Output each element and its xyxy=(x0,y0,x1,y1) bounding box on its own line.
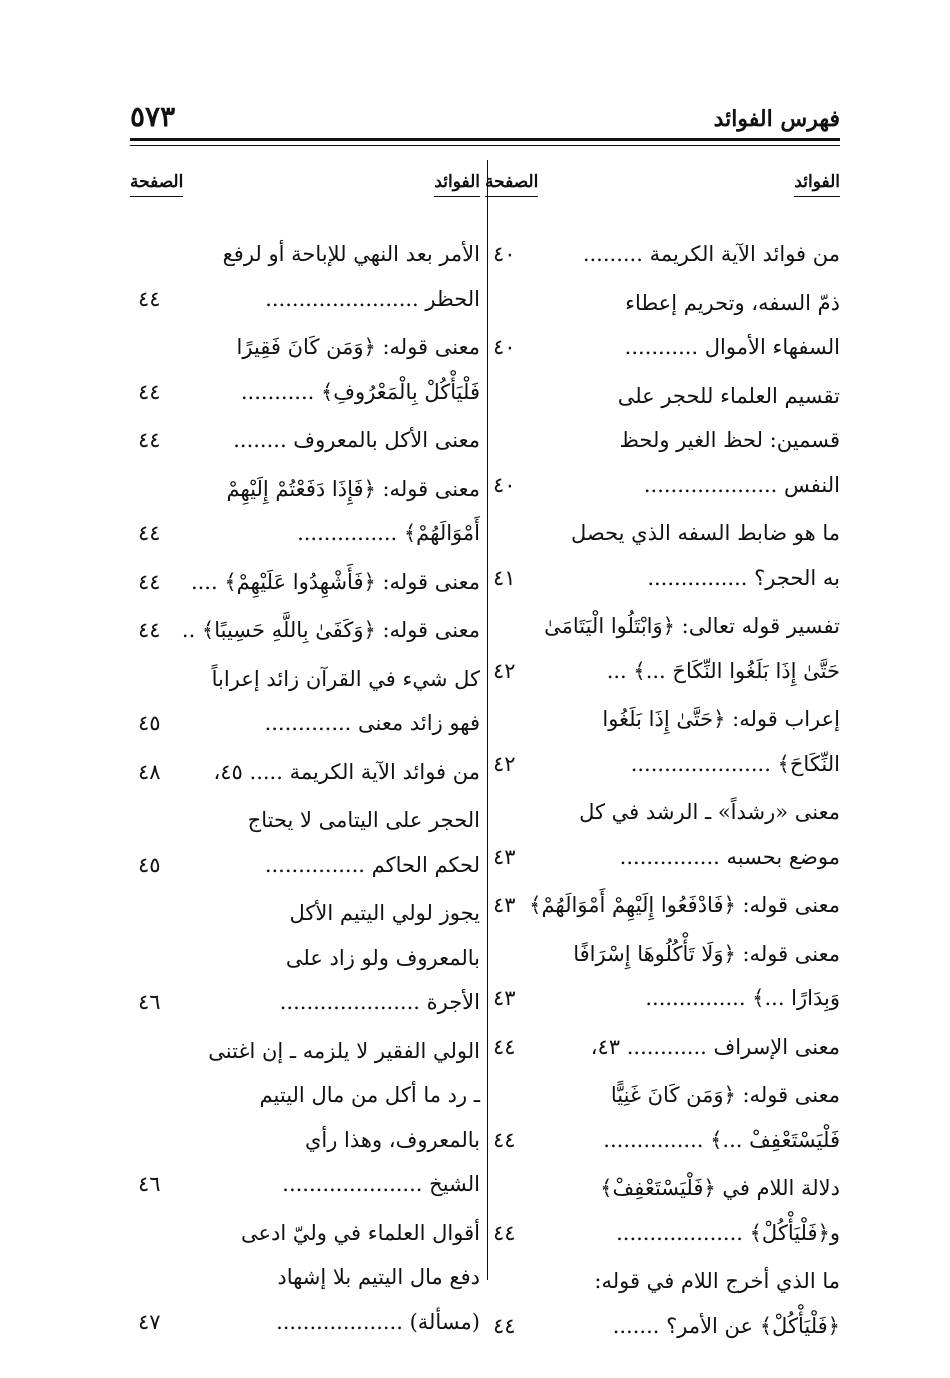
entry-line xyxy=(130,560,480,605)
entry-text: معنى الأكل بالمعروف ........ xyxy=(233,428,480,452)
entry-page-number: ٤٥ xyxy=(138,711,161,735)
index-entry xyxy=(485,932,840,1021)
index-entry xyxy=(485,1025,840,1070)
entry-page-number: ٤٤ xyxy=(138,428,161,452)
entry-text: وَبِدَارًا ...﴾ ............... xyxy=(645,986,840,1010)
column-header xyxy=(130,160,480,210)
index-entry xyxy=(130,418,480,463)
entry-text: معنى قوله: ﴿وَمَن كَانَ فَقِيرًا xyxy=(236,335,480,359)
entry-line xyxy=(130,750,480,795)
column-header-fawaid: الفوائد xyxy=(794,172,840,197)
running-title: فهرس الفوائد xyxy=(713,106,840,132)
index-entry xyxy=(130,467,480,556)
index-column-left xyxy=(130,160,480,1348)
entry-line xyxy=(485,1211,840,1256)
entry-page-number: ٤٦ xyxy=(138,990,161,1014)
entry-text: (مسألة) ................... xyxy=(276,1309,480,1334)
index-entry xyxy=(130,798,480,887)
index-entry xyxy=(130,1211,480,1345)
entry-line xyxy=(485,932,840,977)
index-entry xyxy=(130,750,480,795)
entry-line xyxy=(485,1073,840,1118)
entry-line xyxy=(485,1259,840,1304)
entry-text: معنى قوله: ﴿وَمَن كَانَ غَنِيًّا xyxy=(610,1083,840,1107)
entry-line xyxy=(485,976,840,1021)
index-entry xyxy=(130,325,480,414)
entry-text: بالمعروف، وهذا رأي xyxy=(304,1127,480,1152)
index-entry xyxy=(485,232,840,277)
entry-line xyxy=(485,835,840,880)
entry-text: أقوال العلماء في وليّ ادعى xyxy=(240,1220,480,1245)
entry-line xyxy=(485,742,840,787)
entry-text: فَلْيَأْكُلْ بِالْمَعْرُوفِ﴾ ........... xyxy=(240,379,480,404)
entry-text: تقسيم العلماء للحجر على xyxy=(617,383,840,408)
index-entry xyxy=(485,1166,840,1255)
entry-text: الأمر بعد النهي للإباحة أو لرفع xyxy=(222,242,480,266)
entry-line xyxy=(485,1304,840,1349)
entry-page-number: ٤٣ xyxy=(493,844,516,869)
entry-line xyxy=(130,1211,480,1256)
entry-line xyxy=(485,790,840,835)
entry-page-number: ٤٤ xyxy=(493,1220,516,1245)
entry-line xyxy=(485,604,840,649)
entry-text: فَلْيَسْتَعْفِفْ ...﴾ ............... xyxy=(603,1127,840,1152)
entry-text: أَمْوَالَهُمْ﴾ ............... xyxy=(297,521,480,545)
entry-text: النِّكَاحَ﴾ ..................... xyxy=(630,751,840,776)
entry-text: قسمين: لحظ الغير ولحظ xyxy=(619,428,840,452)
entry-text: يجوز لولي اليتيم الأكل xyxy=(289,901,480,925)
entry-line xyxy=(485,281,840,326)
entry-text: معنى «رشداً» ـ الرشد في كل xyxy=(579,800,840,824)
entry-line xyxy=(130,467,480,512)
entry-line xyxy=(130,1300,480,1345)
entry-line xyxy=(485,649,840,694)
entry-line xyxy=(485,1118,840,1163)
entry-line xyxy=(130,418,480,463)
entry-text: دلالة اللام في ﴿فَلْيَسْتَعْفِفْ﴾ xyxy=(600,1176,840,1200)
entries-right xyxy=(485,232,840,1348)
entry-page-number: ٤٢ xyxy=(493,751,516,776)
index-entry xyxy=(130,657,480,746)
column-header xyxy=(485,160,840,210)
entry-text: الولي الفقير لا يلزمه ـ إن اغتنى xyxy=(208,1038,480,1063)
entry-text: الحجر على اليتامى لا يحتاج xyxy=(247,808,480,832)
entry-text: ذمّ السفه، وتحريم إعطاء xyxy=(625,290,840,315)
entry-line xyxy=(130,657,480,702)
entry-text: ﴿فَلْيَأْكُلْ﴾ عن الأمر؟ ....... xyxy=(612,1313,840,1338)
entry-line xyxy=(130,325,480,370)
entry-page-number: ٤٠ xyxy=(493,242,516,266)
index-column-right xyxy=(485,160,840,1352)
entry-line xyxy=(485,1166,840,1211)
index-entry xyxy=(130,1029,480,1207)
index-entry xyxy=(130,891,480,1025)
entry-line xyxy=(485,374,840,419)
entry-page-number: ٤٨ xyxy=(138,759,161,784)
column-header-page: الصفحة xyxy=(130,172,183,197)
entry-text: ما هو ضابط السفه الذي يحصل xyxy=(570,521,840,545)
entry-page-number: ٤٤ xyxy=(138,379,161,404)
entry-text: معنى قوله: ﴿وَلَا تَأْكُلُوهَا إِسْرَافًا xyxy=(573,941,840,966)
entry-text: ـ رد ما أكل من مال اليتيم xyxy=(259,1083,480,1107)
entry-page-number: ٤٤ xyxy=(138,521,161,545)
entry-text: به الحجر؟ ............... xyxy=(647,565,840,590)
entry-text: لحكم الحاكم ............... xyxy=(264,852,480,877)
index-entry xyxy=(485,374,840,508)
entry-text: من فوائد الآية الكريمة ......... xyxy=(582,242,840,266)
entry-line xyxy=(130,1118,480,1163)
entry-line xyxy=(485,418,840,463)
entry-page-number: ٤٤ xyxy=(138,286,161,311)
entry-page-number: ٤٥ xyxy=(138,852,161,877)
entry-line xyxy=(130,891,480,936)
entry-text: الشيخ ..................... xyxy=(282,1172,480,1196)
entry-text: معنى الإسراف ............ ٤٣، xyxy=(590,1034,840,1059)
entry-text: الأجرة ..................... xyxy=(279,990,480,1014)
entry-page-number: ٤١ xyxy=(493,565,516,590)
page-number: ٥٧٣ xyxy=(130,100,176,133)
entry-page-number: ٤٤ xyxy=(138,569,161,594)
entry-page-number: ٤٣ xyxy=(493,986,516,1010)
entry-line xyxy=(130,701,480,746)
entry-line xyxy=(130,1073,480,1118)
entry-text: و﴿فَلْيَأْكُلْ﴾ ................... xyxy=(616,1220,840,1245)
index-entry xyxy=(485,1259,840,1348)
entries-left xyxy=(130,232,480,1344)
entry-text: موضع بحسبه ............... xyxy=(619,844,840,869)
running-header xyxy=(130,100,840,140)
entry-line xyxy=(485,511,840,556)
entry-line xyxy=(130,1162,480,1207)
entry-text: بالمعروف ولو زاد على xyxy=(285,945,480,970)
entry-text: معنى قوله: ﴿فَأَشْهِدُوا عَلَيْهِمْ﴾ .... xyxy=(190,569,480,594)
entry-line xyxy=(130,511,480,556)
entry-line xyxy=(485,556,840,601)
index-entry xyxy=(485,511,840,600)
index-entry xyxy=(485,281,840,370)
entry-page-number: ٤٤ xyxy=(493,1034,516,1059)
entry-text: كل شيء في القرآن زائد إعراباً xyxy=(211,666,480,691)
entry-text: معنى قوله: ﴿وَكَفَىٰ بِاللَّهِ حَسِيبًا﴾ .. xyxy=(181,618,480,642)
entry-line xyxy=(130,232,480,277)
entry-page-number: ٤٢ xyxy=(493,658,516,683)
index-entry xyxy=(130,560,480,605)
entry-line xyxy=(130,1029,480,1074)
entry-text: إعراب قوله: ﴿حَتَّىٰ إِذَا بَلَغُوا xyxy=(602,707,840,731)
header-rule xyxy=(130,138,840,146)
entry-text: معنى قوله: ﴿فَادْفَعُوا إِلَيْهِمْ أَمْوَالَهُمْ﴾ xyxy=(529,893,840,917)
index-entry xyxy=(130,608,480,653)
index-entry xyxy=(485,883,840,928)
entry-text: حَتَّىٰ إِذَا بَلَغُوا النِّكَاحَ ...﴾ ... xyxy=(606,658,840,683)
entry-line xyxy=(485,883,840,928)
entry-page-number: ٤٦ xyxy=(138,1172,161,1196)
entry-text: معنى قوله: ﴿فَإِذَا دَفَعْتُمْ إِلَيْهِمْ xyxy=(226,476,480,501)
entry-page-number: ٤٠ xyxy=(493,472,516,497)
entry-line xyxy=(485,463,840,508)
entry-line xyxy=(130,1255,480,1300)
entry-page-number: ٤٣ xyxy=(493,893,516,917)
entry-line xyxy=(130,980,480,1025)
entry-page-number: ٤٤ xyxy=(138,618,161,642)
index-entry xyxy=(485,697,840,786)
entry-text: تفسير قوله تعالى: ﴿وَابْتَلُوا الْيَتَامَىٰ xyxy=(544,614,840,638)
entry-page-number: ٤٤ xyxy=(493,1313,516,1338)
index-entry xyxy=(485,790,840,879)
index-entry xyxy=(485,1073,840,1162)
entry-page-number: ٤٤ xyxy=(493,1127,516,1152)
column-header-fawaid: الفوائد xyxy=(434,172,480,197)
entry-line xyxy=(130,843,480,888)
entry-text: ما الذي أخرج اللام في قوله: xyxy=(594,1269,840,1293)
entry-text: فهو زائد معنى ............. xyxy=(264,711,480,735)
entry-line xyxy=(485,1025,840,1070)
entry-page-number: ٤٠ xyxy=(493,335,516,359)
entry-text: النفس .................... xyxy=(643,472,840,497)
entry-text: السفهاء الأموال ........... xyxy=(624,335,840,359)
entry-line xyxy=(485,325,840,370)
column-divider xyxy=(487,160,488,1280)
column-header-page: الصفحة xyxy=(485,172,538,197)
entry-line xyxy=(485,232,840,277)
entry-line xyxy=(130,370,480,415)
entry-line xyxy=(485,697,840,742)
entry-text: دفع مال اليتيم بلا إشهاد xyxy=(277,1265,480,1289)
index-entry xyxy=(130,232,480,321)
entry-text: من فوائد الآية الكريمة ..... ٤٥، xyxy=(213,759,480,784)
entry-page-number: ٤٧ xyxy=(138,1309,161,1334)
entry-line xyxy=(130,936,480,981)
entry-text: الحظر ....................... xyxy=(265,286,480,311)
entry-line xyxy=(130,277,480,322)
entry-line xyxy=(130,608,480,653)
entry-line xyxy=(130,798,480,843)
index-entry xyxy=(485,604,840,693)
